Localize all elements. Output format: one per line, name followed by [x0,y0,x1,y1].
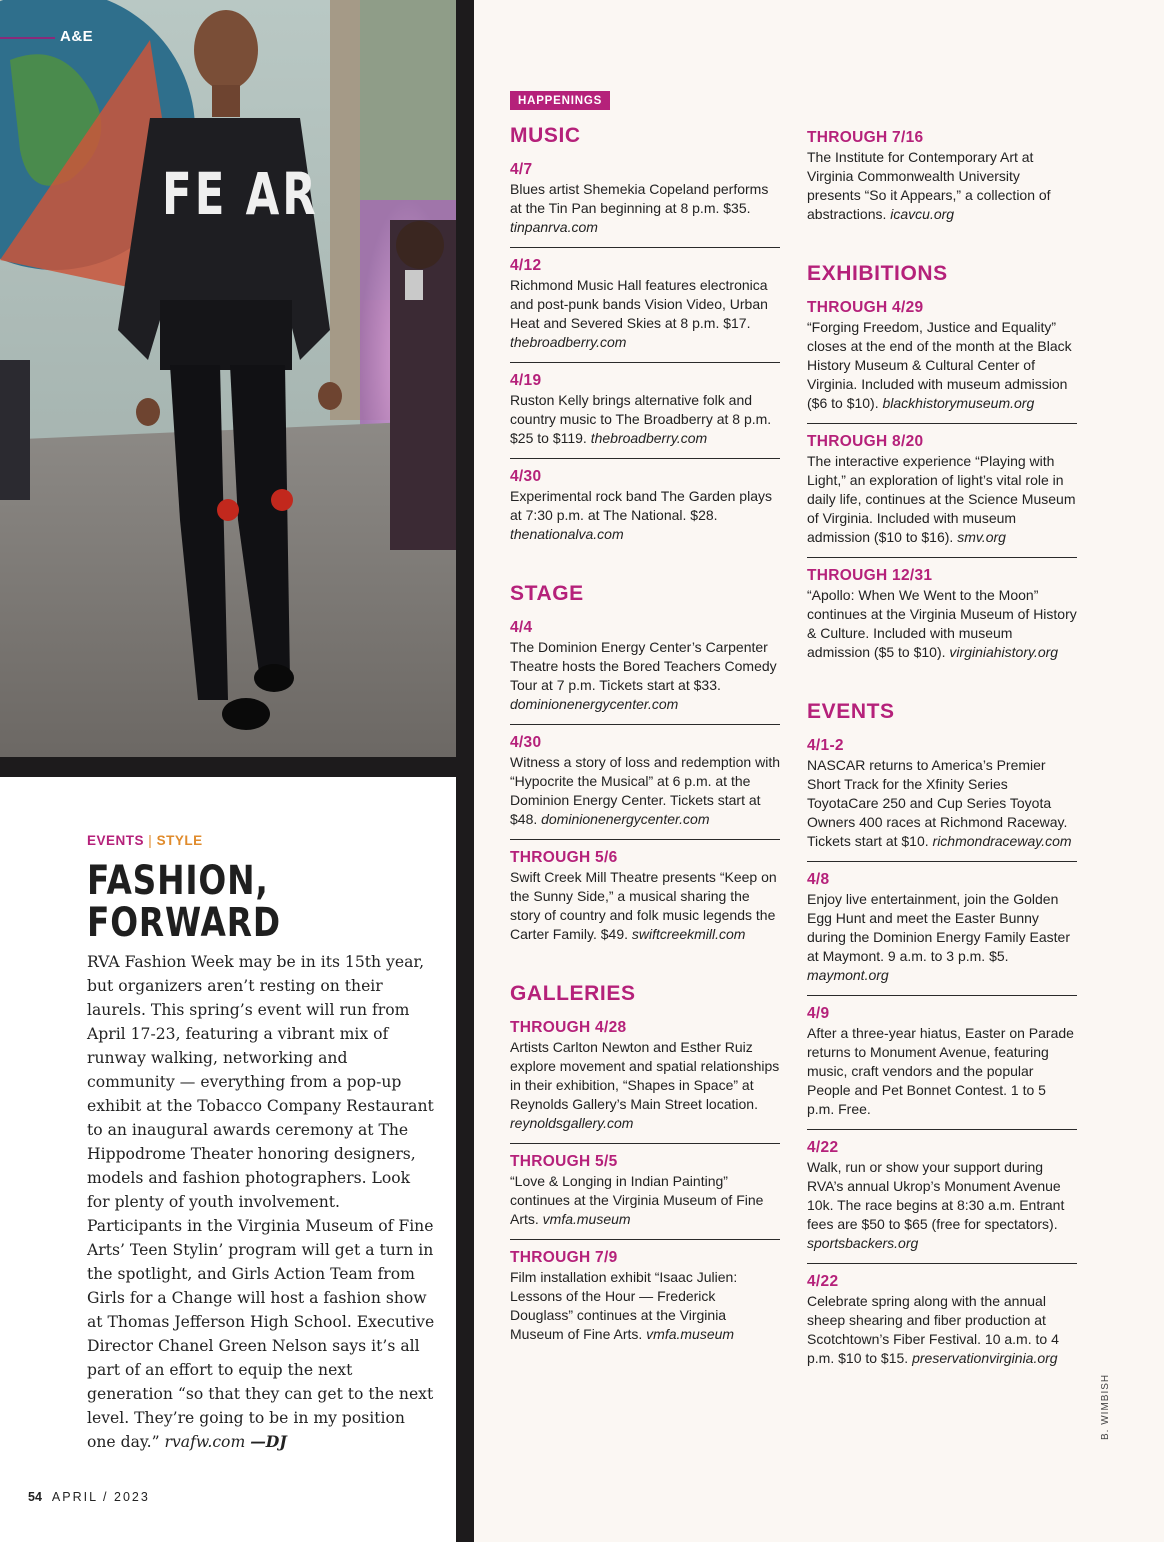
article-headline [87,860,374,944]
runway-photo [0,0,456,757]
event-date: 4/7 [510,161,533,178]
event-date: 4/1-2 [807,737,844,754]
event-text: Enjoy live entertainment, join the Golden Egg Hunt and meet the Easter Bunny during the Dominion Energy Family Easter at Maymont. 9 a.m. to 3 p.m. $5. [807,891,1071,964]
galleries-list [510,1018,780,1354]
event-date: 4/30 [510,468,542,485]
event-description [807,756,1077,851]
happenings-badge: HAPPENINGS [510,91,610,110]
event-url[interactable]: vmfa.museum [542,1211,631,1227]
event-item [510,1248,780,1354]
event-description [807,890,1077,985]
article-url[interactable]: rvafw.com [164,1433,246,1451]
event-description [510,391,780,448]
event-date: THROUGH 5/5 [510,1153,618,1170]
kicker-separator: | [148,833,153,848]
section-heading-exhibitions: EXHIBITIONS [807,262,948,285]
kicker-style: STYLE [156,833,203,848]
event-text: Film installation exhibit “Isaac Julien: Lessons of the Hour — Frederick Douglass” continues at the Virginia Museum of Fine Arts. [510,1269,738,1342]
event-description [510,1038,780,1133]
event-url[interactable]: smv.org [957,529,1006,545]
event-text: Walk, run or show your support during RVA’s annual Ukrop’s Monument Avenue 10k. The race begins at 8:30 a.m. Entrant fees are $50 to $65 (free for spectators). [807,1159,1065,1232]
feature-article [87,833,437,1454]
event-description [510,180,780,237]
kicker-events: EVENTS [87,833,145,848]
headline-line-2: FORWARD [87,900,281,946]
event-item [510,1152,780,1240]
event-item [510,160,780,248]
event-text: Artists Carlton Newton and Esther Ruiz explore movement and spatial relationships in their exhibition, “Shapes in Space” at Reynolds Gallery’s Main Street location. [510,1039,780,1112]
event-text: Celebrate spring along with the annual sheep shearing and fiber production at Scotchtown’s Fiber Festival. 10 a.m. to 4 p.m. $10 to $15. [807,1293,1059,1366]
photo-bottom-band [0,757,474,777]
event-text: “Apollo: When We Went to the Moon” continues at the Virginia Museum of History & Culture. Included with museum admission ($5 to $10). [807,587,1077,660]
headline-line-1: FASHION, [87,858,269,904]
event-item [510,467,780,554]
event-description [510,1268,780,1344]
article-body-text: RVA Fashion Week may be in its 15th year, but organizers aren’t resting on their laurels. This spring’s event will run from April 17-23, featuring a vibrant mix of runway walking, networking and community — everything from a pop-up exhibit at the Tobacco Company Restaurant to an inaugural awards ceremony at The Hippodrome Theater honoring designers, models and fashion photographers. Look for plenty of youth involvement. Participants in the Virginia Museum of Fine Arts’ Teen Stylin’ program will get a turn in the spotlight, and Girls Action Team from Girls for a Change will host a fashion show at Thomas Jefferson High School. Executive Director Chanel Green Nelson says it’s all part of an effort to equip the next generation “so that they can get to the next level. They’re going to be in my position one day.” [87,953,435,1451]
event-date: 4/22 [807,1273,839,1290]
event-description [510,276,780,352]
event-description [510,638,780,714]
article-body [87,950,437,1454]
event-item [807,432,1077,558]
event-item [807,1004,1077,1130]
event-date: 4/19 [510,372,542,389]
event-item [807,1272,1077,1378]
section-heading-stage: STAGE [510,582,584,605]
event-text: Experimental rock band The Garden plays at 7:30 p.m. at The National. $28. [510,488,772,523]
event-description [807,148,1077,224]
section-tag-rule [0,37,55,39]
event-text: The interactive experience “Playing with Light,” an exploration of light’s vital role in daily life, continues at the Science Museum of Virginia. Included with museum admission ($10 to $16). [807,453,1076,545]
event-url[interactable]: reynoldsgallery.com [510,1115,634,1131]
event-url[interactable]: icavcu.org [890,206,955,222]
event-date: 4/22 [807,1139,839,1156]
event-item [510,733,780,840]
event-text: “Love & Longing in Indian Painting” continues at the Virginia Museum of Fine Arts. [510,1173,764,1227]
section-heading-galleries: GALLERIES [510,982,636,1005]
event-date: THROUGH 7/9 [510,1249,618,1266]
event-url[interactable]: preservationvirginia.org [912,1350,1058,1366]
event-item [510,848,780,954]
event-description [807,586,1077,662]
event-description [510,753,780,829]
event-item [807,870,1077,996]
exhibitions-list [807,298,1077,672]
event-description [807,1158,1077,1253]
event-item [807,298,1077,424]
event-url[interactable]: sportsbackers.org [807,1235,919,1251]
event-item [807,736,1077,862]
event-item [510,1018,780,1144]
event-date: THROUGH 7/16 [807,129,924,146]
event-description [807,1024,1077,1119]
event-text: NASCAR returns to America’s Premier Short Track for the Xfinity Series ToyotaCare 250 and Cup Series Toyota Owners 400 races at Richmond Raceway. Tickets start at $10. [807,757,1068,849]
event-date: THROUGH 8/20 [807,433,924,450]
event-description [510,1172,780,1229]
section-heading-events: EVENTS [807,700,895,723]
event-url[interactable]: thebroadberry.com [510,334,627,350]
event-description [510,487,780,544]
event-url[interactable]: maymont.org [807,967,889,983]
event-item [510,256,780,363]
event-date: 4/9 [807,1005,830,1022]
event-url[interactable]: thebroadberry.com [590,430,708,446]
event-description [807,318,1077,413]
page-number: 54 [28,1490,42,1504]
event-date: THROUGH 12/31 [807,567,933,584]
event-text: Ruston Kelly brings alternative folk and country music to The Broadberry at 8 p.m. $25 to $119. [510,392,772,446]
event-date: 4/4 [510,619,533,636]
event-text: The Institute for Contemporary Art at Virginia Commonwealth University presents “So it Appears,” a collection of abstractions. [807,149,1051,222]
event-text: “Forging Freedom, Justice and Equality” closes at the end of the month at the Black History Museum & Cultural Center of Virginia. Included with museum admission ($6 to $10). [807,319,1072,411]
issue-date: APRIL / 2023 [51,1490,150,1504]
event-description [807,452,1077,547]
event-url[interactable]: richmondraceway.com [932,833,1072,849]
runway-photo-illustration [0,0,456,757]
event-url[interactable]: dominionenergycenter.com [510,696,679,712]
event-date: THROUGH 4/29 [807,299,924,316]
event-date: THROUGH 4/28 [510,1019,627,1036]
event-date: THROUGH 5/6 [510,849,618,866]
event-date: 4/8 [807,871,830,888]
folio [28,1490,150,1504]
event-text: Witness a story of loss and redemption with “Hypocrite the Musical” at 6 p.m. at the Dominion Energy Center. Tickets start at $48. [510,754,781,827]
section-tag: A&E [60,28,94,45]
music-list [510,160,780,554]
event-url[interactable]: vmfa.museum [646,1326,735,1342]
event-url[interactable]: dominionenergycenter.com [541,811,710,827]
event-item [510,618,780,725]
event-text: The Dominion Energy Center’s Carpenter Theatre hosts the Bored Teachers Comedy Tour at 7 p.m. Tickets start at $33. [510,639,777,693]
event-url[interactable]: tinpanrva.com [510,219,598,235]
event-date: 4/12 [510,257,542,274]
event-text: Blues artist Shemekia Copeland performs at the Tin Pan beginning at 8 p.m. $35. [510,181,769,216]
happenings-column-right [807,128,1077,1386]
section-heading-music: MUSIC [510,124,581,147]
event-item [510,371,780,459]
event-item [807,566,1077,672]
event-url[interactable]: blackhistorymuseum.org [882,395,1035,411]
jacket-text: FE AR [162,160,319,228]
event-item [807,128,1077,234]
event-description [510,868,780,944]
galleries-continued-list [807,128,1077,234]
event-url[interactable]: virginiahistory.org [949,644,1059,660]
event-url[interactable]: swiftcreekmill.com [631,926,746,942]
happenings-column-left [510,124,780,1362]
photo-credit: B. WIMBISH [1100,1373,1111,1440]
event-url[interactable]: thenationalva.com [510,526,624,542]
stage-list [510,618,780,954]
event-item [807,1138,1077,1264]
events-list [807,736,1077,1378]
article-kicker [87,833,437,848]
event-text: Richmond Music Hall features electronica and post-punk bands Vision Video, Urban Heat and Severed Skies at 8 p.m. $17. [510,277,768,331]
event-description [807,1292,1077,1368]
event-text: After a three-year hiatus, Easter on Parade returns to Monument Avenue, featuring music, craft vendors and the popular People and Pet Bonnet Contest. 1 to 5 p.m. Free. [807,1025,1074,1117]
event-text: Swift Creek Mill Theatre presents “Keep on the Sunny Side,” a musical sharing the story of country and folk music legends the Carter Family. $49. [510,869,777,942]
article-signature: —DJ [250,1432,287,1451]
event-date: 4/30 [510,734,542,751]
